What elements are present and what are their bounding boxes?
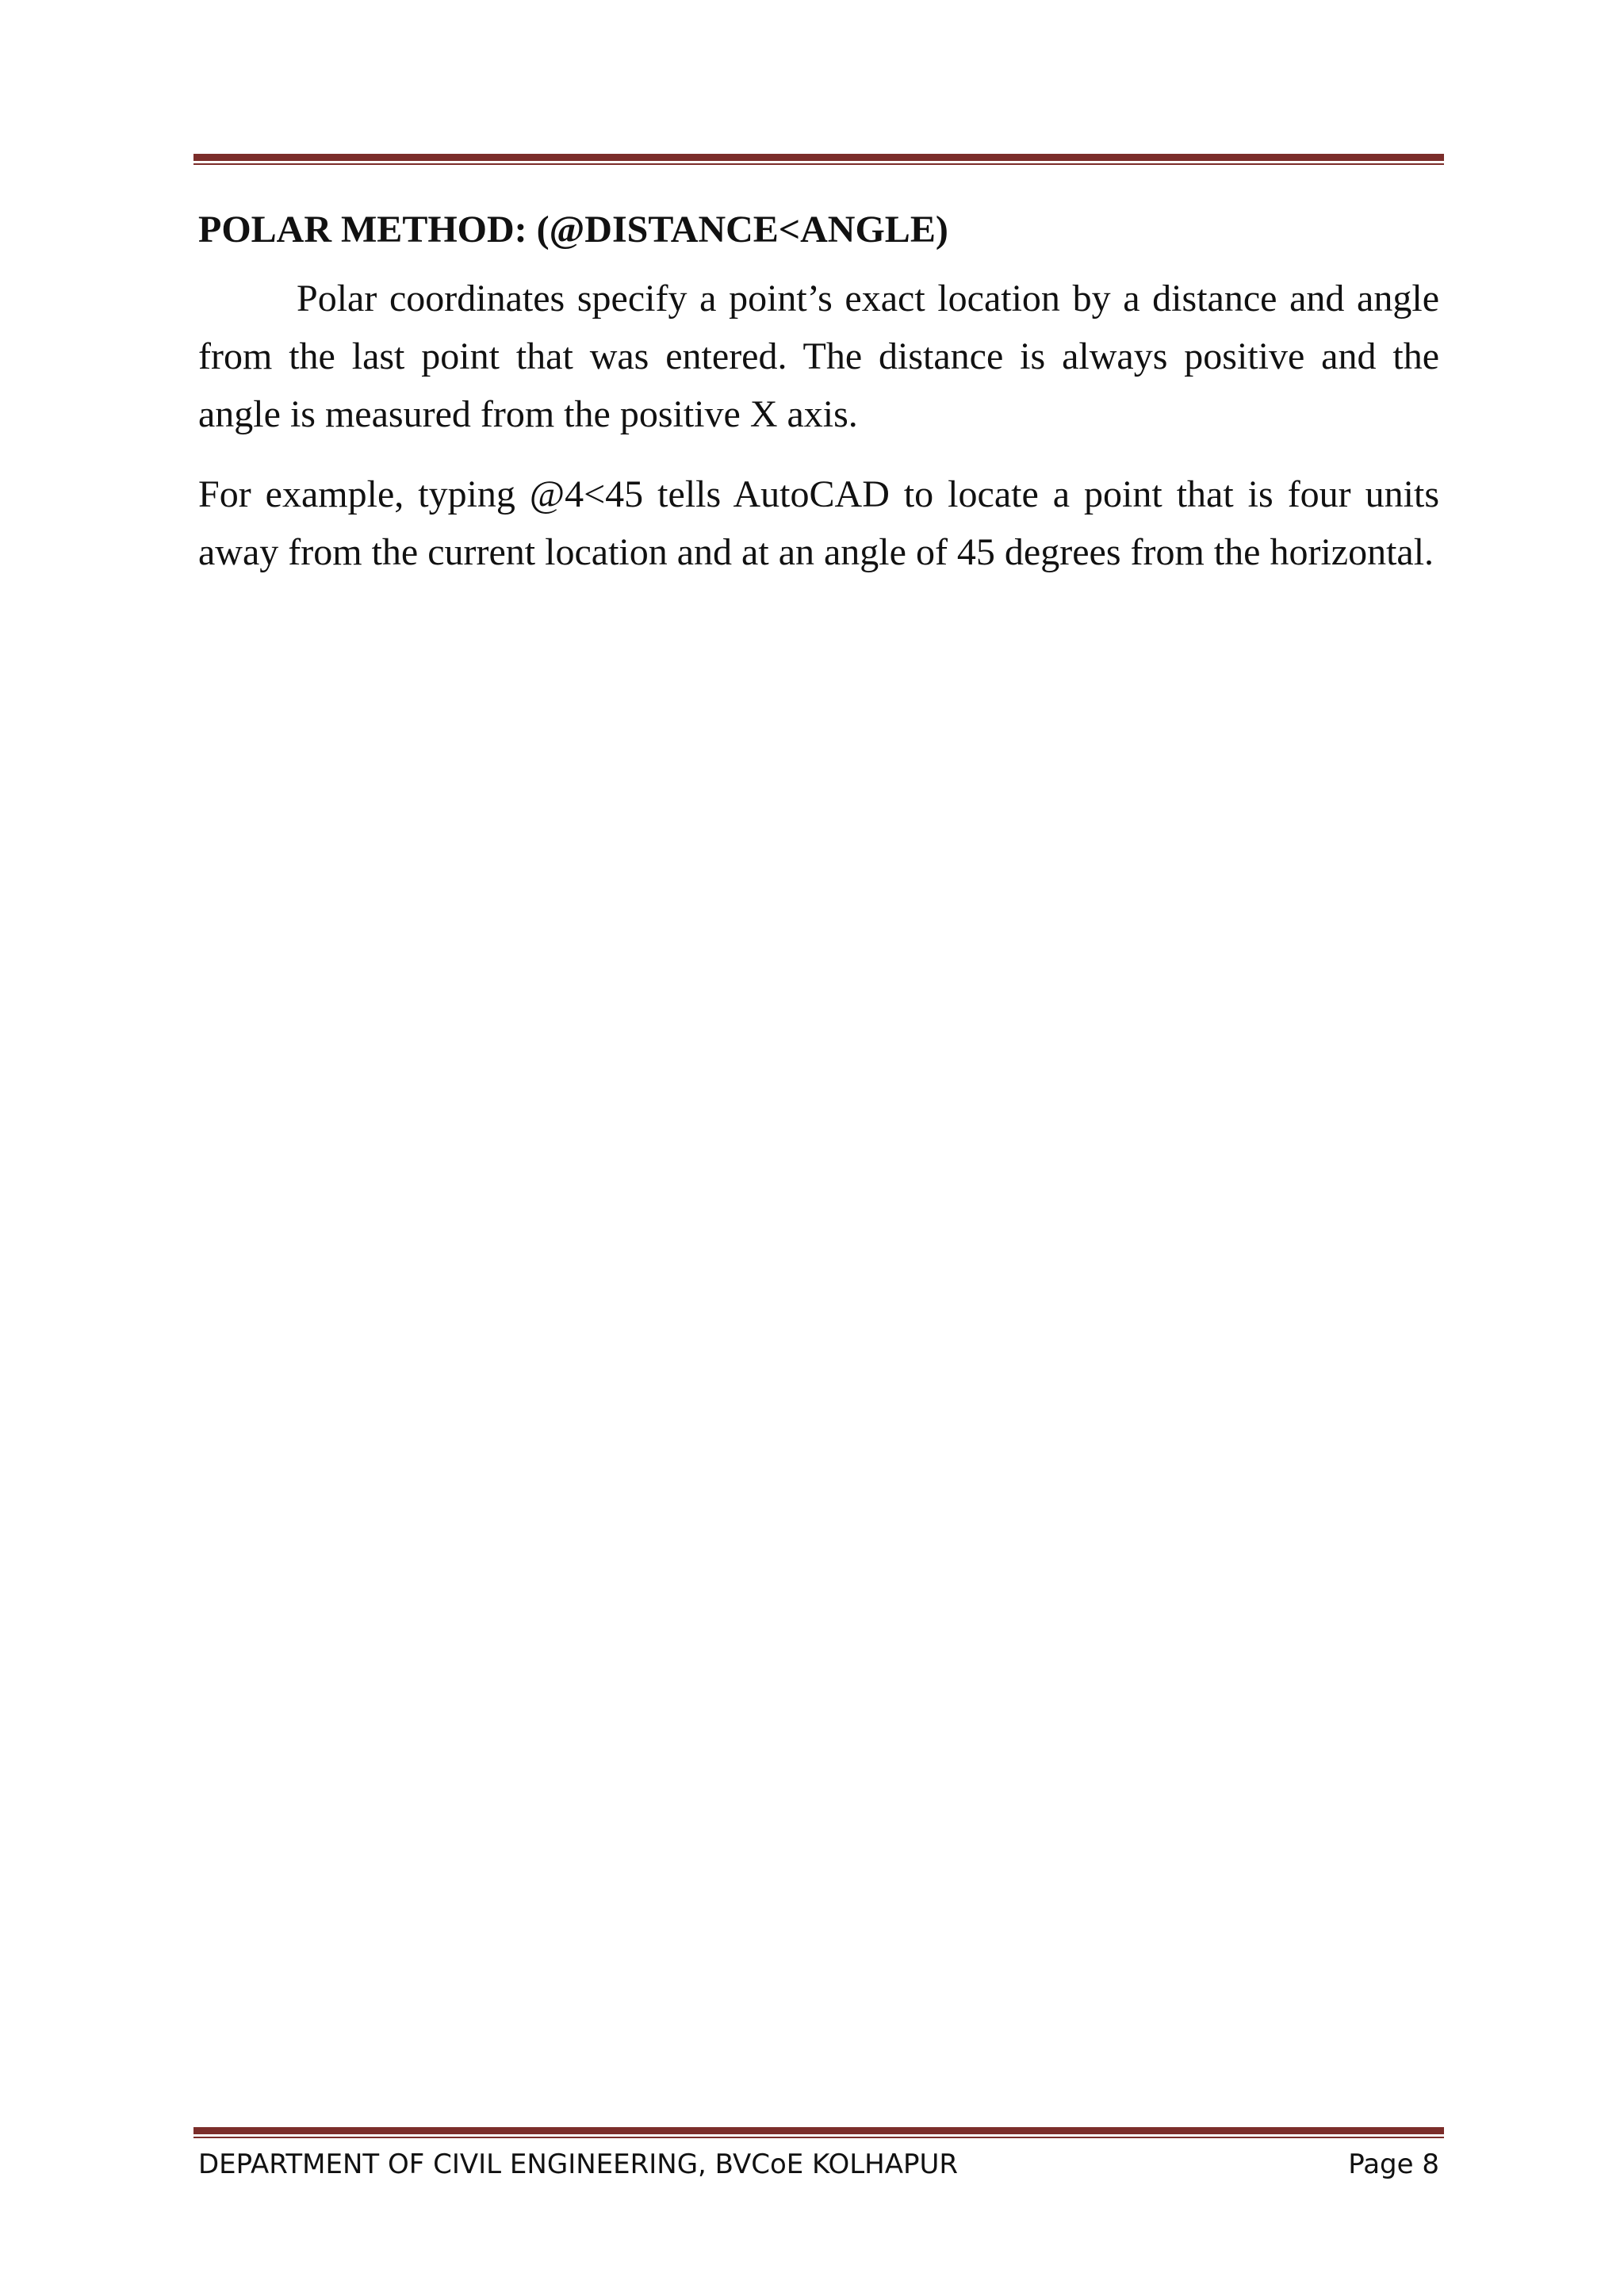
footer-rule (193, 2127, 1444, 2138)
header-rule (193, 154, 1444, 165)
page-footer (198, 2147, 1439, 2182)
paragraph-polar-definition: Polar coordinates specify a point’s exact location by a distance and angle from the last point that was entered. The distance is always positive and the angle is measured from the positive X axis. (198, 277, 1439, 435)
footer-department: DEPARTMENT OF CIVIL ENGINEERING, BVCoE KOLHAPUR (198, 2149, 959, 2180)
page-number: Page 8 (1348, 2149, 1439, 2180)
page-content (198, 205, 1439, 603)
paragraph-example: For example, typing @4<45 tells AutoCAD to locate a point that is four units away from the current location and at an angle of 45 degrees from the horizontal. (198, 473, 1439, 573)
section-heading: POLAR METHOD: (@DISTANCE<ANGLE) (198, 209, 948, 251)
